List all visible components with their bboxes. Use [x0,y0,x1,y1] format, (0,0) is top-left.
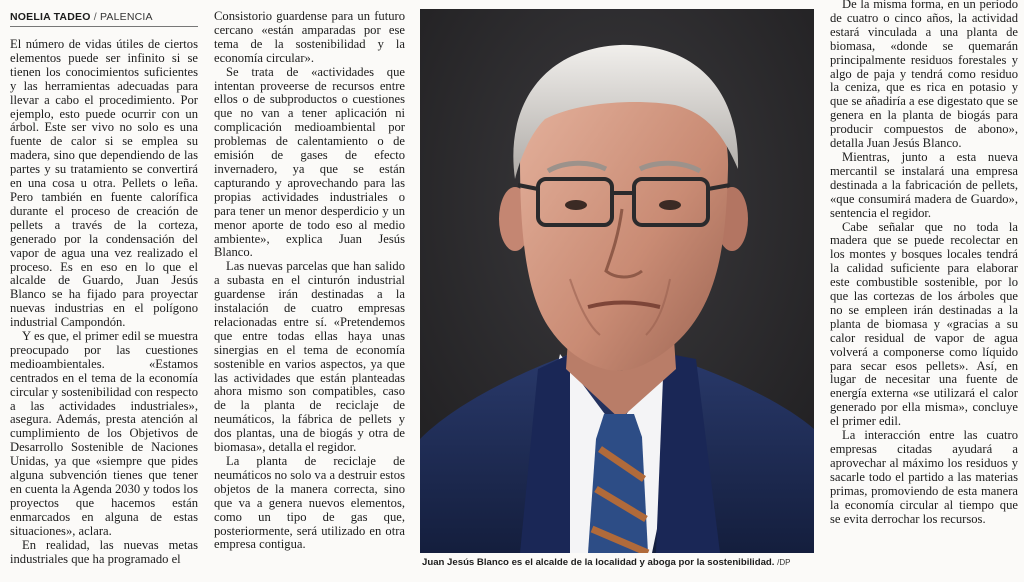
paragraph: De la misma forma, en un período de cuatro o cinco años, la actividad estará vinculada a una planta de biomasa, «donde se quemarán principalmente residuos forestales y algo de paja y tendrá como residuo la ceniza, que es rica en potasio y que se añadiría a ese digestato que se genera en la planta de biogás para producir compuestos de abono», detalla Juan Jesús Blanco. [830,0,1018,151]
byline-separator: / [93,11,97,23]
paragraph: El número de vidas útiles de ciertos elementos puede ser infinito si se tienen los conocimientos suficientes y las herramientas adecuadas para llevar a cabo el procedimiento. Por ejemplo, esto puede ocurrir con un árbol. Este ser vivo no solo es una fuente de calor si se emplea su madera, sino que dependiendo de las partes y su tratamiento se convertirá en una cosa u otra. Pellets o leña. Pero también en fuente calorífica durante el proceso de creación de pellets a través de la corteza, generado por la condensación del vapor de agua una vez realizado el proceso. Es en eso en lo que el alcalde de Guardo, Juan Jesús Blanco se ha fijado para proyectar nuevas industrias en el polígono industrial Campondón. [10,37,198,330]
photo-caption [422,557,822,568]
article-column-3 [830,0,1018,526]
photo-credit: /DP [777,558,791,567]
paragraph: En realidad, las nuevas metas industriales que ha programado el [10,537,198,566]
portrait-illustration [420,9,814,553]
paragraph: La planta de reciclaje de neumáticos no solo va a destruir estos objetos de la manera correcta, sino que va a genera nuevos elementos, como un tipo de gas que, posteriormente, será utilizado en otra empresa contigua. [214,454,405,552]
paragraph: Las nuevas parcelas que han salido a subasta en el cinturón industrial guardense irán destinadas a la instalación de cuatro empresas relacionadas entre sí. «Pretendemos que entre todas ellas haya unas sinergias en el tema de economía sostenible en varios aspectos, ya que las actividades que están planteadas ahora mismo son compatibles, caso de la planta de reciclaje de neumáticos, la fábrica de pellets y dos plantas, una de biogás y otra de biomasa», detalla el regidor. [214,259,405,455]
paragraph: Se trata de «actividades que intentan proveerse de recursos entre ellos o de subproductos o cuestiones que no van a tener aplicación ni complicación medioambiental por problemas de calentamiento o de emisión de gases de efecto invernadero, ya que se están capturando y aprovechando para las propias actividades industriales o para tener un menor desperdicio y un menor aporte de todo eso al medio ambiente», explica Juan Jesús Blanco. [214,64,405,260]
paragraph: Consistorio guardense para un futuro cercano «están amparadas por ese tema de la sostenibilidad y la economía circular». [214,9,405,65]
paragraph: La interacción entre las cuatro empresas citadas ayudará a aprovechar al máximo los residuos y sacarle todo el partido a las materias primas, promoviendo de esta manera la economía circular al tiempo que se evita derrochar los recursos. [830,428,1018,526]
article-column-2 [214,10,405,552]
article-column-1 [10,38,198,566]
paragraph: Y es que, el primer edil se muestra preocupado por las cuestiones medioambientales. «Estamos centrados en el tema de la economía circular y sostenibilidad con respecto a las actividades industriales», asegura. Además, presta atención al cumplimiento de los Objetivos de Desarrollo Sostenible de Naciones Unidas, ya que «siempre que pides alguna subvención tienes que tener en cuenta la Agenda 2030 y todos los proyectos que hacemos están enmarcados en alguna de estas situaciones», aclara. [10,329,198,538]
portrait-photo [420,9,814,553]
byline-author: NOELIA TADEO [10,11,91,23]
paragraph: Mientras, junto a esta nueva mercantil se instalará una empresa destinada a la fabricación de pellets, «que consumirá madera de Guardo», sentencia el regidor. [830,149,1018,220]
byline [10,11,198,27]
paragraph: Cabe señalar que no toda la madera que se puede recolectar en los montes y bosques locales tendrá la calidad suficiente para elaborar este combustible sostenible, por lo que las cortezas de los árboles que no se empleen irán destinadas a la planta de biomasa y «gracias a su calor residual de vapor de agua volverá a componerse como líquido para secar esos pellets». Así, en lugar de necesitar una fuente de energía externa «se utilizará el calor generado por ella misma», concluye el primer edil. [830,219,1018,429]
byline-place: PALENCIA [99,11,153,23]
caption-text: Juan Jesús Blanco es el alcalde de la localidad y aboga por la sostenibilidad. [422,557,775,568]
